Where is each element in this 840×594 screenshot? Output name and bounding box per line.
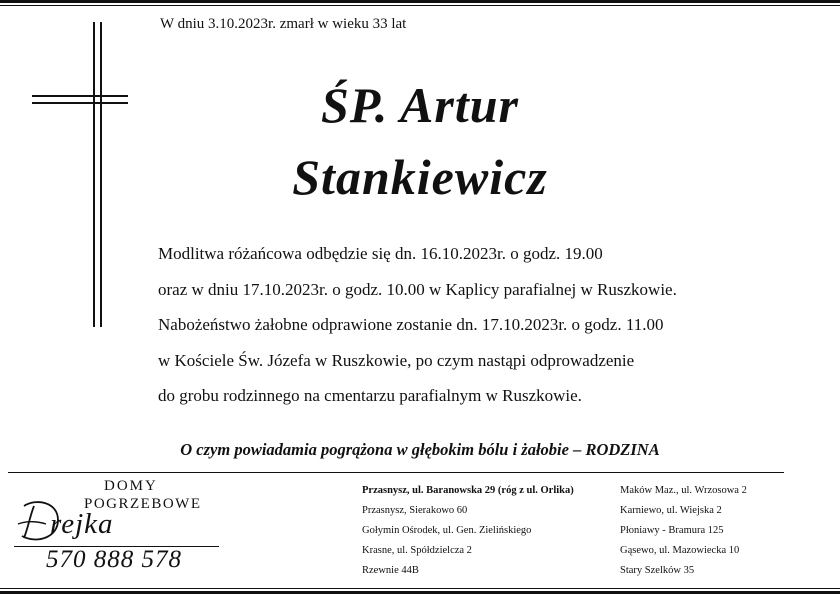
announcement-text	[158, 236, 818, 414]
address-item: Maków Maz., ul. Wrzosowa 2	[620, 485, 747, 496]
address-item: Gąsewo, ul. Mazowiecka 10	[620, 545, 740, 556]
address-item: Gołymin Ośrodek, ul. Gen. Zielińskiego	[362, 525, 532, 536]
address-item: Przasnysz, Sierakowo 60	[362, 505, 468, 516]
deceased-name-line2: Stankiewicz	[292, 149, 548, 205]
bottom-border-thin	[0, 588, 840, 589]
address-item: Płoniawy - Bramura 125	[620, 525, 724, 536]
family-line: O czym powiadamia pogrążona w głębokim bólu i żałobie – RODZINA	[180, 440, 660, 459]
deceased-name-line1: ŚP. Artur	[320, 77, 519, 133]
announcement-line: w Kościele Św. Józefa w Ruszkowie, po czym nastąpi odprowadzenie	[158, 350, 635, 370]
logo-brand: rejka	[50, 508, 114, 540]
death-notice: W dniu 3.10.2023r. zmarł w wieku 33 lat	[160, 16, 407, 32]
logo-phone: 570 888 578	[46, 546, 182, 573]
funeral-home-logo	[14, 478, 224, 578]
top-border	[0, 0, 840, 3]
address-column-2	[620, 481, 747, 581]
footer-divider	[8, 472, 784, 473]
announcement-line: do grobu rodzinnego na cmentarzu parafialnym w Ruszkowie.	[158, 386, 582, 405]
announcement-line: oraz w dniu 17.10.2023r. o godz. 10.00 w Kaplicy parafialnej w Ruszkowie.	[158, 279, 677, 299]
announcement-line: Modlitwa różańcowa odbędzie się dn. 16.10.2023r. o godz. 19.00	[158, 244, 603, 263]
address-item: Karniewo, ul. Wiejska 2	[620, 505, 722, 516]
logo-domy: DOMY	[104, 478, 158, 494]
address-item: Przasnysz, ul. Baranowska 29 (róg z ul. Orlika)	[362, 485, 574, 496]
address-column-1	[362, 481, 574, 581]
address-item: Krasne, ul. Spółdzielcza 2	[362, 545, 472, 556]
logo-pogrzebowe: POGRZEBOWE	[84, 496, 202, 512]
announcement-line: Nabożeństwo żałobne odprawione zostanie dn. 17.10.2023r. o godz. 11.00	[158, 315, 664, 334]
address-item: Stary Szelków 35	[620, 565, 695, 576]
top-border-thin	[0, 5, 840, 6]
address-item: Rzewnie 44B	[362, 565, 419, 576]
